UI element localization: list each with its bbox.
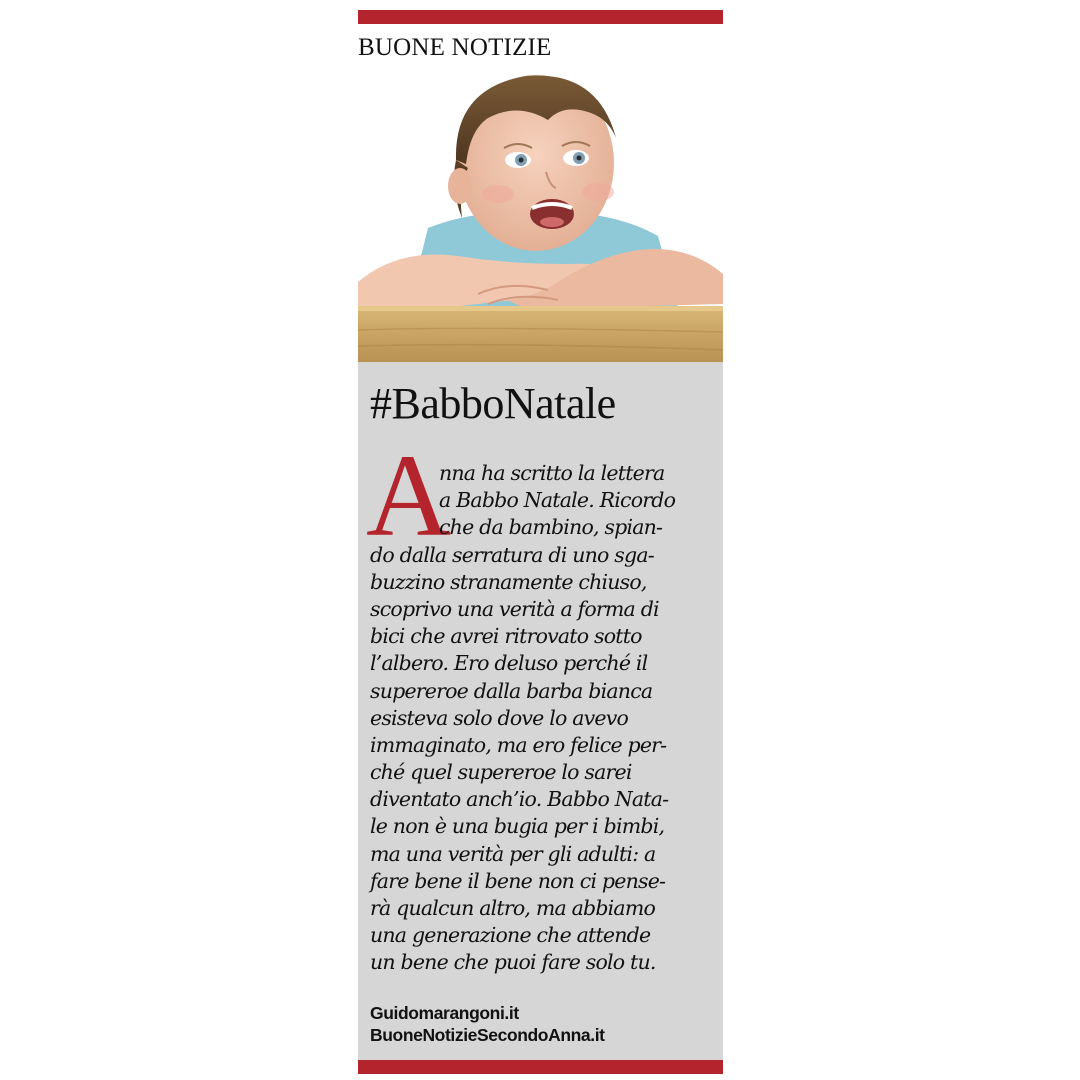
smiling-child-photo bbox=[358, 68, 723, 362]
body-line: ma una verità per gli adulti: a bbox=[370, 841, 656, 866]
body-line: una generazione che attende bbox=[370, 923, 651, 948]
body-line: un bene che puoi fare solo tu. bbox=[370, 950, 656, 975]
bottom-red-rule bbox=[358, 1060, 723, 1074]
body-line: do dalla serratura di uno sga- bbox=[370, 542, 654, 567]
article-body bbox=[370, 460, 720, 977]
article-panel bbox=[358, 362, 723, 1060]
body-line: immaginato, ma ero felice per- bbox=[370, 732, 667, 757]
credit-website[interactable]: Guidomarangoni.it bbox=[370, 1003, 519, 1023]
section-label: BUONE NOTIZIE bbox=[358, 34, 552, 61]
body-line: esisteva solo dove lo avevo bbox=[370, 705, 629, 730]
body-line: diventato anch’io. Babbo Nata- bbox=[370, 787, 669, 812]
body-line: rà qualcun altro, ma abbiamo bbox=[370, 896, 656, 920]
body-line: a Babbo Natale. Ricordo bbox=[439, 488, 676, 513]
drop-cap: A bbox=[366, 430, 452, 561]
top-red-rule bbox=[358, 10, 723, 24]
body-line: scoprivo una verità a forma di bbox=[370, 596, 659, 621]
body-line: supereroe dalla barba bianca bbox=[370, 678, 653, 703]
body-line: le non è una bugia per i bimbi, bbox=[370, 814, 665, 839]
article-column bbox=[358, 10, 723, 1074]
body-line: buzzino stranamente chiuso, bbox=[370, 569, 647, 594]
body-line: ché quel supereroe lo sarei bbox=[370, 760, 632, 785]
headline: #BabboNatale bbox=[370, 379, 616, 428]
body-line: che da bambino, spian- bbox=[439, 515, 663, 540]
body-line: bici che avrei ritrovato sotto bbox=[370, 624, 642, 649]
credit-blog[interactable]: BuoneNotizieSecondoAnna.it bbox=[370, 1025, 605, 1045]
body-line: l’albero. Ero deluso perché il bbox=[370, 651, 648, 676]
credits bbox=[370, 1002, 605, 1046]
body-line: fare bene il bene non ci pense- bbox=[370, 868, 666, 893]
body-line: nna ha scritto la lettera bbox=[439, 461, 665, 485]
